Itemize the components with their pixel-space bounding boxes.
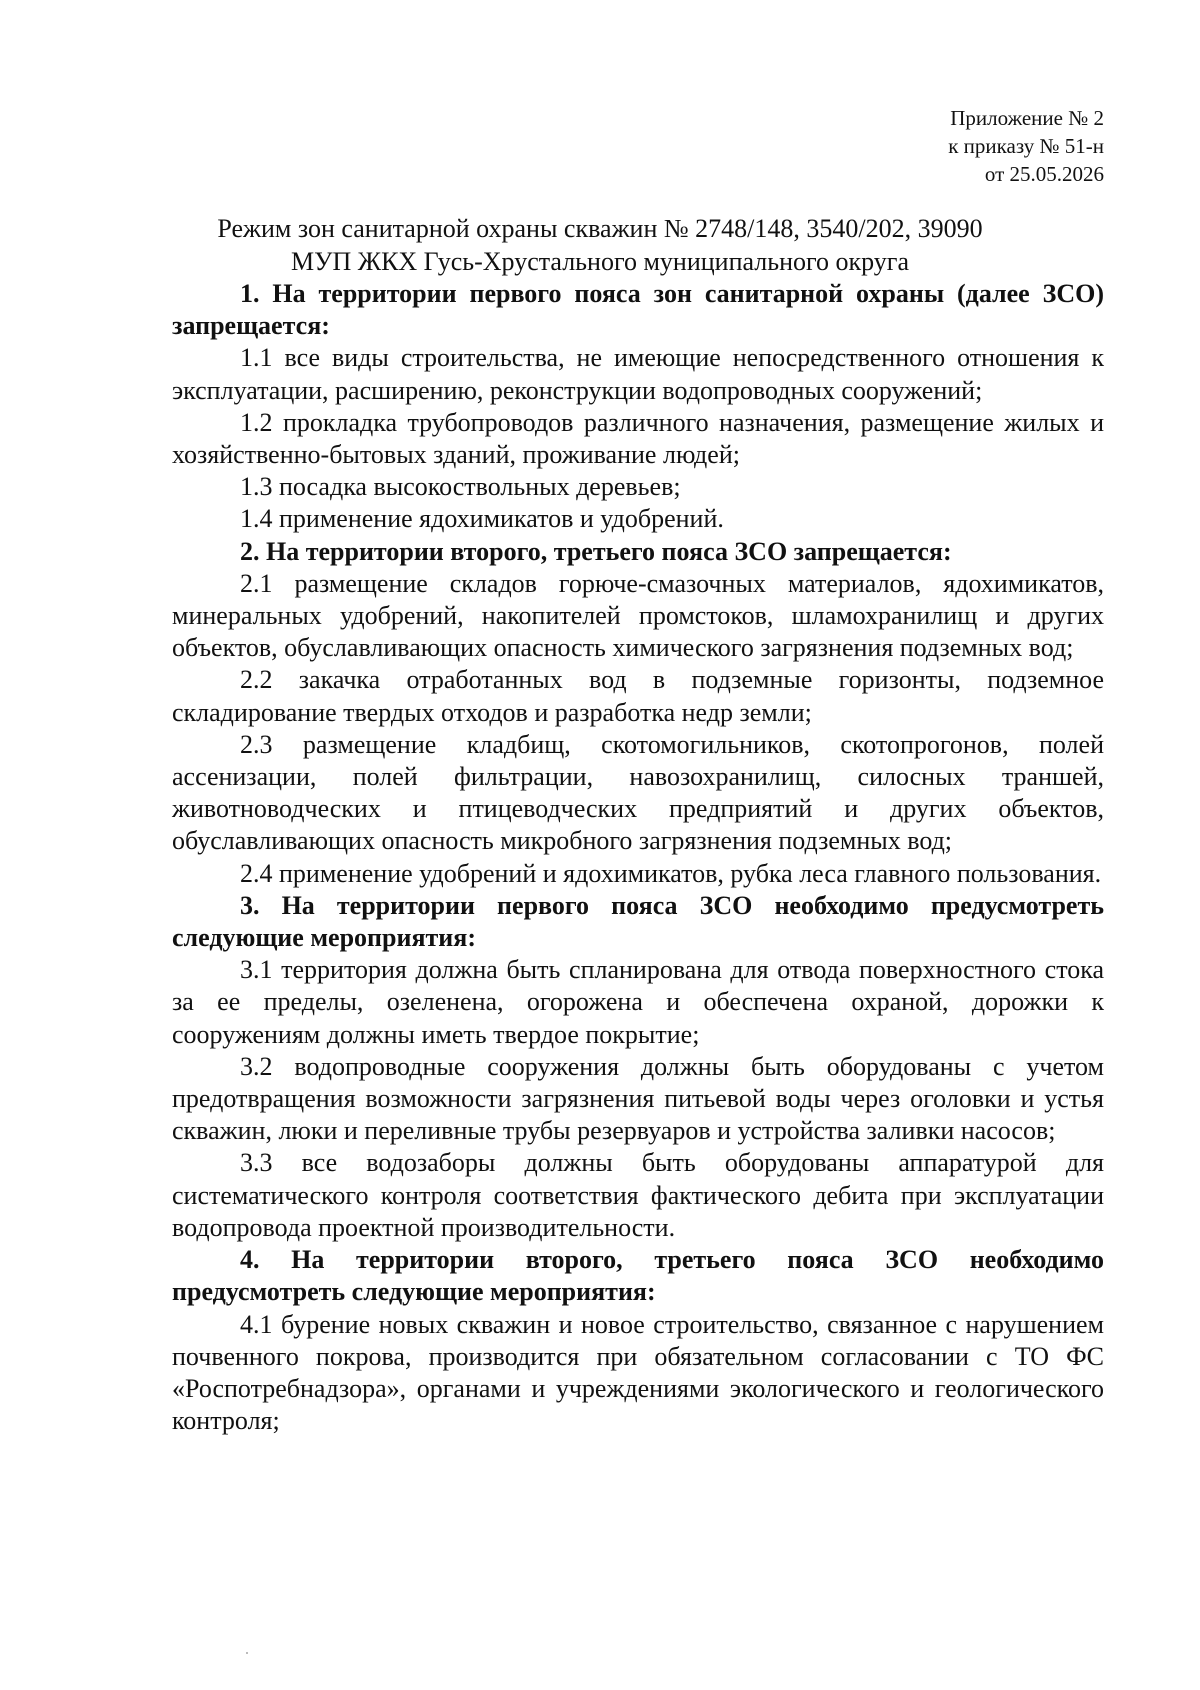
- clause-3-1: 3.1 территория должна быть спланирована для отвода поверхностного стока за ее пределы, озеленена, огорожена и обеспечена охраной, дорожки к сооружениям должны иметь твердое покрытие;: [172, 955, 1104, 1049]
- document-body: [172, 278, 1104, 1437]
- clause-1-4: 1.4 применение ядохимикатов и удобрений.: [240, 504, 724, 534]
- clause-2-4: 2.4 применение удобрений и ядохимикатов, рубка леса главного пользования.: [240, 858, 1102, 888]
- section-4-heading: 4. На территории второго, третьего пояса ЗСО необходимо предусмотреть следующие мероприятия:: [172, 1245, 1104, 1307]
- title-line-2: МУП ЖКХ Гусь-Хрустального муниципального округа: [290, 247, 910, 276]
- clause-3-3: 3.3 все водозаборы должны быть оборудованы аппаратурой для систематического контроля соответствия фактического дебита при эксплуатации водопровода проектной производительности.: [172, 1148, 1104, 1242]
- scan-speck: [246, 1652, 248, 1654]
- document-title: [0, 212, 1200, 278]
- clause-1-3: 1.3 посадка высокоствольных деревьев;: [240, 472, 681, 502]
- annex-order-ref: к приказу № 51-н: [948, 134, 1104, 158]
- annex-reference: [948, 104, 1104, 188]
- annex-number: Приложение № 2: [950, 106, 1104, 130]
- clause-2-1: 2.1 размещение складов горюче-смазочных материалов, ядохимикатов, минеральных удобрений, накопителей промстоков, шламохранилищ и других объектов, обуславливающих опасность химического загрязнения подземных вод;: [172, 568, 1104, 663]
- clause-2-2: 2.2 закачка отработанных вод в подземные горизонты, подземное складирование твердых отходов и разработка недр земли;: [172, 665, 1104, 727]
- clause-1-2: 1.2 прокладка трубопроводов различного назначения, размещение жилых и хозяйственно-бытовых зданий, проживание людей;: [172, 407, 1104, 470]
- annex-date: от 25.05.2026: [984, 162, 1104, 186]
- clause-2-3: 2.3 размещение кладбищ, скотомогильников, скотопрогонов, полей ассенизации, полей фильтрации, навозохранилищ, силосных траншей, животноводческих и птицеводческих предприятий и других объектов, обуславливающих опасность микробного загрязнения подземных вод;: [172, 729, 1104, 856]
- section-1-heading: 1. На территории первого пояса зон санитарной охраны (далее ЗСО) запрещается:: [172, 279, 1104, 341]
- section-3-heading: 3. На территории первого пояса ЗСО необходимо предусмотреть следующие мероприятия:: [172, 890, 1104, 953]
- clause-4-1: 4.1 бурение новых скважин и новое строительство, связанное с нарушением почвенного покрова, производится при обязательном согласовании с ТО ФС «Роспотребнадзора», органами и учреждениями экологического и геологического контроля;: [172, 1309, 1104, 1436]
- clause-3-2: 3.2 водопроводные сооружения должны быть оборудованы с учетом предотвращения возможности загрязнения питьевой воды через оголовки и устья скважин, люки и переливные трубы резервуаров и устройства заливки насосов;: [172, 1051, 1104, 1146]
- clause-1-1: 1.1 все виды строительства, не имеющие непосредственного отношения к эксплуатации, расширению, реконструкции водопроводных сооружений;: [172, 343, 1104, 405]
- section-2-heading: 2. На территории второго, третьего пояса ЗСО запрещается:: [240, 536, 952, 566]
- title-line-1: Режим зон санитарной охраны скважин № 2748/148, 3540/202, 39090: [217, 214, 983, 243]
